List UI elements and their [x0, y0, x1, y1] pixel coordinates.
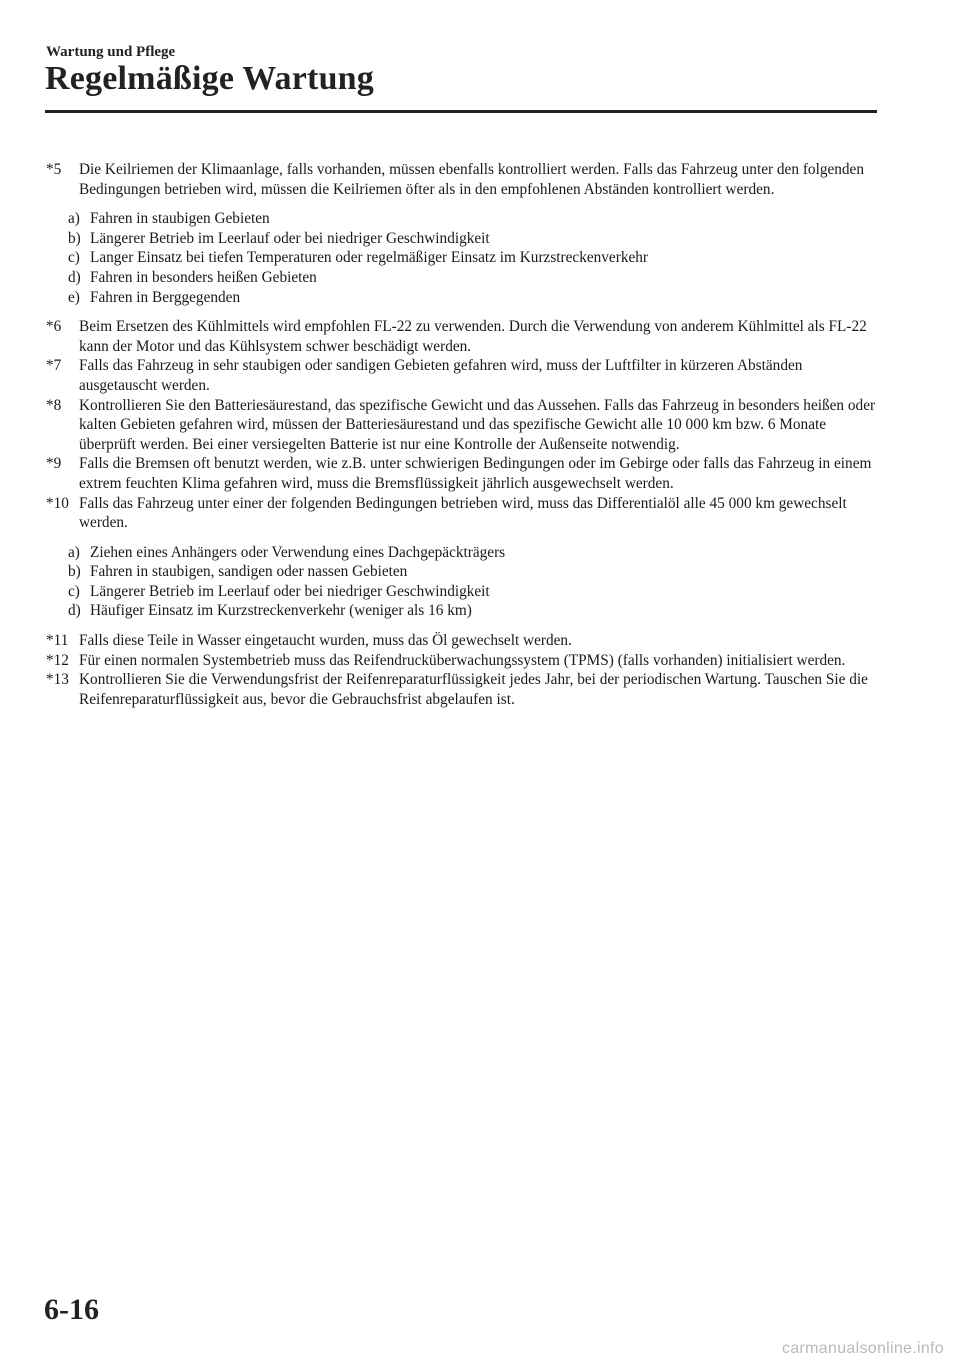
notes-content [46, 160, 876, 709]
note-5-conditions [46, 209, 876, 307]
list-letter: d) [68, 602, 81, 620]
list-letter: d) [68, 268, 81, 286]
list-letter: a) [68, 543, 80, 561]
list-text: Fahren in staubigen Gebieten [90, 210, 270, 228]
note-text: Falls diese Teile in Wasser eingetaucht wurden, muss das Öl gewechselt werden. [79, 632, 572, 650]
list-letter: e) [68, 288, 80, 306]
note-number: *7 [46, 357, 62, 375]
note-number: *12 [46, 651, 69, 669]
note-text: Falls das Fahrzeug in sehr staubigen oder sandigen Gebieten gefahren wird, muss der Luftfilter in kürzeren Abständen ausgetauscht werden. [79, 357, 803, 394]
note-text: Beim Ersetzen des Kühlmittels wird empfohlen FL-22 zu verwenden. Durch die Verwendung von anderem Kühlmittel als FL-22 kann der Motor und das Kühlsystem schwer beschädigt werden. [79, 318, 867, 355]
list-text: Fahren in besonders heißen Gebieten [90, 268, 317, 286]
note-number: *5 [46, 161, 62, 178]
list-item [68, 229, 876, 249]
page-title: Regelmäßige Wartung [45, 60, 374, 97]
note-10-conditions [46, 543, 876, 621]
list-text: Fahren in Berggegenden [90, 288, 241, 306]
list-item [68, 582, 876, 602]
list-letter: a) [68, 210, 80, 228]
list-item [68, 601, 876, 621]
note-13 [46, 670, 876, 709]
note-text: Die Keilriemen der Klimaanlage, falls vorhanden, müssen ebenfalls kontrolliert werden. Falls das Fahrzeug unter den folgenden Bedingungen betrieben wird, müssen die Keilriemen öfter als in den empfohlenen Abständen kontrolliert werden. [79, 161, 864, 198]
list-text: Langer Einsatz bei tiefen Temperaturen oder regelmäßiger Einsatz im Kurzstreckenverkehr [90, 249, 648, 267]
note-text: Kontrollieren Sie den Batteriesäurestand, das spezifische Gewicht und das Aussehen. Falls das Fahrzeug in besonders heißen oder kalten Gebieten gefahren wird, müssen der Batteriesäurestand und das spezifische Gewicht alle 10 000 km bzw. 6 Monate überprüft werden. Bei einer versiegelten Batterie ist nur eine Kontrolle der Außenseite notwendig. [79, 396, 876, 453]
watermark: carmanualsonline.info [782, 1340, 944, 1357]
note-9 [46, 454, 876, 493]
list-item [68, 562, 876, 582]
list-item [68, 268, 876, 288]
title-rule [45, 110, 877, 113]
list-text: Fahren in staubigen, sandigen oder nassen Gebieten [90, 563, 408, 581]
list-text: Längerer Betrieb im Leerlauf oder bei niedriger Geschwindigkeit [90, 582, 490, 600]
note-number: *8 [46, 396, 62, 414]
note-number: *6 [46, 318, 62, 336]
list-letter: c) [68, 249, 80, 267]
note-5 [46, 160, 876, 199]
note-6 [46, 317, 876, 356]
list-letter: b) [68, 563, 81, 581]
note-11 [46, 631, 876, 651]
list-letter: c) [68, 582, 80, 600]
note-12 [46, 651, 876, 671]
note-8 [46, 396, 876, 455]
list-letter: b) [68, 229, 81, 247]
note-text: Falls das Fahrzeug unter einer der folgenden Bedingungen betrieben wird, muss das Differentialöl alle 45 000 km gewechselt werden. [79, 494, 847, 532]
list-text: Häufiger Einsatz im Kurzstreckenverkehr (weniger als 16 km) [90, 602, 472, 620]
list-text: Längerer Betrieb im Leerlauf oder bei niedriger Geschwindigkeit [90, 229, 490, 247]
note-10 [46, 494, 876, 533]
note-text: Kontrollieren Sie die Verwendungsfrist der Reifenreparaturflüssigkeit jedes Jahr, bei der periodischen Wartung. Tauschen Sie die Reifenreparaturflüssigkeit aus, bevor die Gebrauchsfrist abgelaufen ist. [79, 671, 868, 708]
note-number: *11 [46, 632, 69, 650]
list-item [68, 248, 876, 268]
page-number: 6-16 [44, 1293, 99, 1326]
note-text: Für einen normalen Systembetrieb muss das Reifendrucküberwachungssystem (TPMS) (falls vorhanden) initialisiert werden. [79, 651, 846, 669]
list-text: Ziehen eines Anhängers oder Verwendung eines Dachgepäckträgers [90, 543, 506, 561]
note-number: *13 [46, 671, 69, 689]
note-7 [46, 356, 876, 395]
list-item [68, 209, 876, 229]
list-item [68, 288, 876, 308]
note-number: *9 [46, 455, 62, 473]
note-number: *10 [46, 494, 69, 512]
list-item [68, 543, 876, 563]
note-text: Falls die Bremsen oft benutzt werden, wie z.B. unter schwierigen Bedingungen oder im Gebirge oder falls das Fahrzeug in einem extrem feuchten Klima gefahren wird, muss die Bremsflüssigkeit jährlich ausgewechselt werden. [79, 455, 872, 492]
section-label: Wartung und Pflege [46, 44, 176, 60]
